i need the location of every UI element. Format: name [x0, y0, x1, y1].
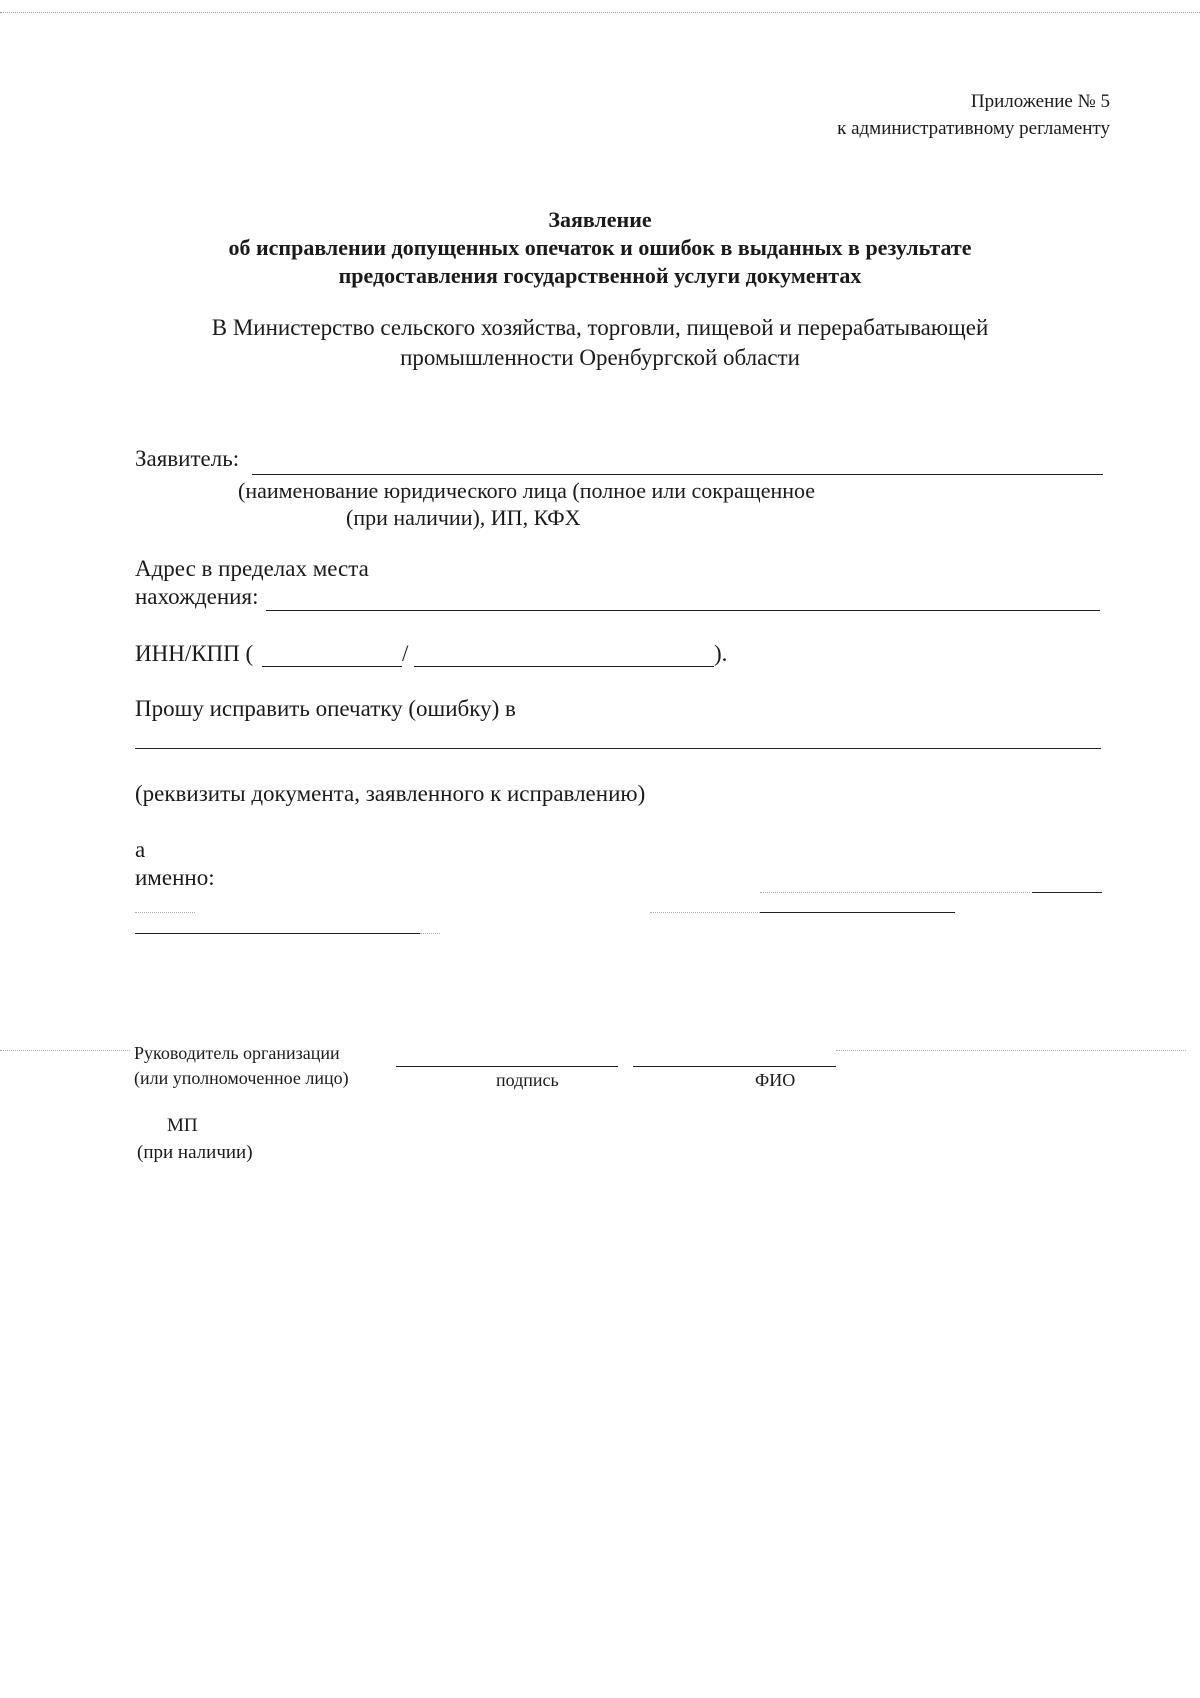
signatory-role-line-1: Руководитель организации [134, 1043, 340, 1063]
document-details-field[interactable] [135, 748, 1101, 749]
applicant-hint-line-2: (при наличии), ИП, КФХ [346, 505, 581, 530]
signatory-role-line-2: (или уполномоченное лицо) [134, 1068, 349, 1088]
scan-edge-line [0, 12, 1200, 13]
signature-dotted-guide-right [836, 1050, 1186, 1051]
document-title [0, 206, 1200, 290]
details-dotted-guide-3 [650, 912, 760, 913]
address-label-line-2: нахождения: [135, 584, 259, 609]
details-field-line-3[interactable] [135, 933, 420, 934]
details-dotted-guide-4 [420, 933, 440, 934]
inn-separator: / [402, 641, 409, 666]
addressee-line-2: промышленности Оренбургской области [400, 345, 800, 370]
address-label-line-1: Адрес в пределах места [135, 556, 369, 581]
inn-label: ИНН/КПП ( [135, 641, 254, 666]
full-name-caption: ФИО [755, 1070, 796, 1090]
signature-caption: подпись [496, 1070, 559, 1090]
inn-closing: ). [714, 641, 728, 666]
details-label-line-1: а [135, 837, 146, 862]
addressee [0, 313, 1200, 373]
inn-field[interactable] [262, 666, 402, 667]
request-text: Прошу исправить опечатку (ошибку) в [135, 696, 516, 721]
full-name-field[interactable] [633, 1066, 836, 1067]
kpp-field[interactable] [414, 666, 714, 667]
title-line-2: об исправлении допущенных опечаток и ошибок в выданных в результате [228, 235, 972, 260]
details-dotted-guide [760, 892, 1030, 893]
address-field[interactable] [266, 610, 1100, 611]
stamp-hint: (при наличии) [137, 1142, 253, 1163]
appendix-header [837, 88, 1110, 142]
title-line-3: предоставления государственной услуги документах [338, 263, 862, 288]
applicant-field[interactable] [252, 474, 1103, 475]
addressee-line-1: В Министерство сельского хозяйства, торговли, пищевой и перерабатывающей [211, 315, 989, 340]
details-field-line-2[interactable] [760, 912, 955, 913]
details-label-line-2: именно: [135, 865, 215, 890]
document-details-hint: (реквизиты документа, заявленного к исправлению) [135, 781, 646, 806]
appendix-number: Приложение № 5 [970, 91, 1110, 112]
applicant-hint-line-1: (наименование юридического лица (полное или сокращенное [238, 478, 816, 503]
signature-dotted-guide-left [0, 1050, 130, 1051]
appendix-reference: к административному регламенту [837, 118, 1110, 139]
applicant-label: Заявитель: [135, 446, 240, 471]
stamp-label: МП [167, 1115, 198, 1136]
details-dotted-guide-2 [135, 912, 195, 913]
title-line-1: Заявление [548, 207, 652, 232]
details-field-line-1[interactable] [1032, 892, 1102, 893]
signature-field[interactable] [396, 1066, 618, 1067]
